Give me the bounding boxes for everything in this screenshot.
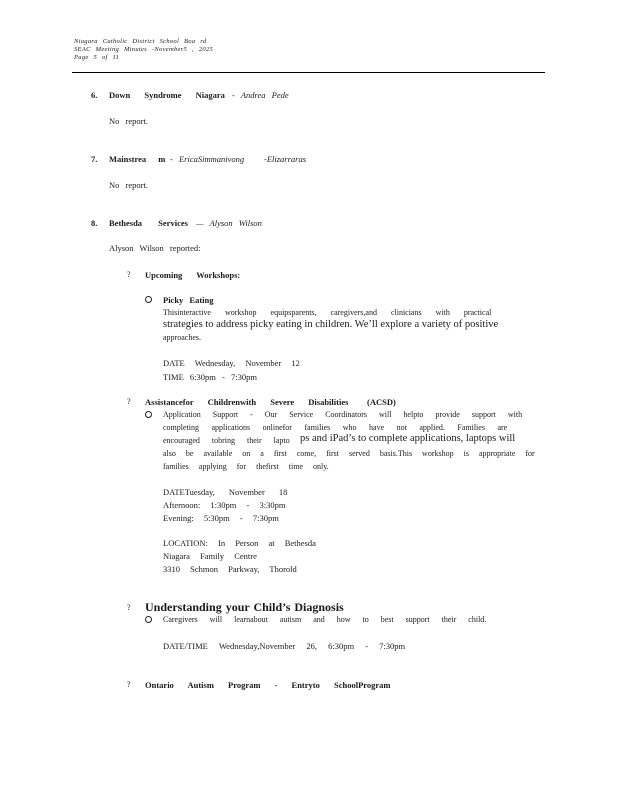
acsd-line-3-end: ps and iPad’s to complete applications, laptops will [300,433,516,444]
section-8-number: 8. [91,218,98,228]
acsd-evening: Evening: 5:30pm - 7:30pm [163,513,279,523]
picky-eating-line-1: Thisinteractive workshop equipsparents, caregivers,and clinicians with practical [163,308,492,317]
diagnosis-datetime: DATE/TIME Wednesday,November 26, 6:30pm - 7:30pm [163,641,406,651]
acsd-title: Assistancefor Childrenwith Severe Disabilities [145,397,349,407]
header-meeting-title: SEAC Meeting Minutes -November5 , 2025 [74,46,214,53]
bullet-oap: ? [127,680,131,689]
circle-bullet-icon [145,296,152,303]
bullet-acsd: ? [127,397,131,406]
header-rule [72,72,545,73]
acsd-afternoon: Afternoon: 1:30pm - 3:30pm [163,500,286,510]
acsd-line-1: Application Support - Our Service Coordinators will helpto provide support with [163,410,523,419]
section-7-number: 7. [91,154,98,164]
section-8-intro: Alyson Wilson reported: [109,243,201,253]
acsd-location: LOCATION: In Person at Bethesda [163,538,316,548]
section-6-report: No report. [109,116,148,126]
oap-title: Ontario Autism Program - Entryto SchoolProgram [145,680,391,690]
upcoming-workshops-heading: Upcoming Workshops: [145,270,241,280]
acsd-line-3-start: encouraged tobring their lapto [163,436,290,445]
header-page-number: Page 5 of 11 [74,54,120,61]
acsd-abbreviation: (ACSD) [367,397,396,407]
section-7-report: No report. [109,180,148,190]
section-7-speaker-surname: -Elizarraras [264,154,307,164]
picky-eating-date: DATE Wednesday, November 12 [163,358,300,368]
diagnosis-title: Understanding your Child’s Diagnosis [145,600,344,614]
section-8-title: Bethesda Services [109,218,188,228]
picky-eating-line-2: strategies to address picky eating in children. We’ll explore a variety of positive [163,319,499,330]
section-7-speaker: - EricaSimmanivong [170,154,245,164]
acsd-address: 3310 Schmon Parkway, Thorold [163,564,297,574]
picky-eating-line-3: approaches. [163,333,201,342]
section-8-speaker: — Alyson Wilson [196,218,262,228]
acsd-line-2: completing applications onlinefor families who have not applied. Families are [163,423,508,432]
section-6-speaker: - Andrea Pede [232,90,289,100]
bullet-diagnosis: ? [127,603,131,612]
circle-bullet-icon [145,411,152,418]
section-6-title: Down Syndrome Niagara [109,90,225,100]
acsd-line-5: families applying for thefirst time only. [163,462,329,471]
picky-eating-title: Picky Eating [163,295,214,305]
acsd-venue: Niagara Family Centre [163,551,257,561]
diagnosis-line-1: Caregivers will learnabout autism and how to best support their child. [163,615,487,624]
section-6-number: 6. [91,90,98,100]
bullet-upcoming: ? [127,270,131,279]
acsd-line-4: also be available on a first come, first served basis.This workshop is appropriate for [163,449,535,458]
header-board-name: Niagara Catholic District School Boa rd [74,38,207,45]
acsd-date: DATETuesday, November 18 [163,487,288,497]
circle-bullet-icon [145,616,152,623]
section-7-title: Mainstrea m [109,154,166,164]
picky-eating-time: TIME 6:30pm - 7:30pm [163,372,257,382]
